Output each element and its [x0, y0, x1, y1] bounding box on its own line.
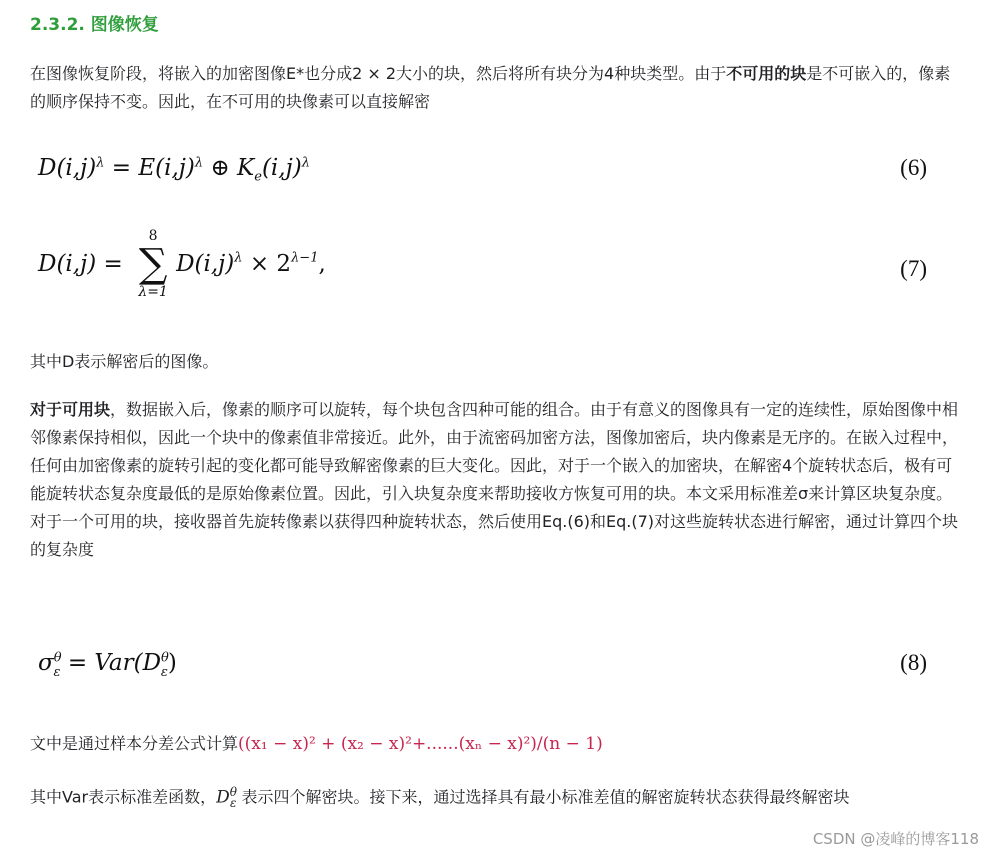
- equation-8: [38, 650, 927, 686]
- final-text-before: 其中Var表示标准差函数，: [30, 787, 217, 807]
- eq7-term-sup: λ: [234, 250, 243, 266]
- eq6-k-sup: λ: [301, 155, 310, 171]
- variance-formula: ((x₁ − x)² + (x₂ − x)²+......(xₙ − x)²)/(n − 1): [238, 734, 603, 754]
- equation-7-number: (7): [900, 256, 927, 281]
- intro-text-before: 在图像恢复阶段，将嵌入的加密图像E*也分成2 × 2大小的块，然后将所有块分为4种块类型。由于: [30, 64, 727, 83]
- equation-7-body: [38, 228, 326, 300]
- eq6-k-sub: e: [254, 169, 262, 185]
- eq7-power: λ−1: [291, 250, 319, 266]
- eq8-var: = Var(D: [60, 650, 162, 676]
- equation-6: [38, 155, 927, 191]
- variance-text: 文中是通过样本分差公式计算: [30, 734, 239, 753]
- eq6-k-term: K: [237, 155, 255, 181]
- paragraph-d-meaning: 其中D表示解密后的图像。: [30, 352, 219, 371]
- summation-symbol: [130, 228, 176, 300]
- eq6-xor: ⊕: [203, 155, 238, 181]
- usable-bold-term: 对于可用块: [30, 400, 111, 419]
- eq6-k-args: (i,j): [261, 155, 302, 181]
- eq8-sigma: σ: [38, 650, 54, 676]
- intro-text-after: 是不可嵌入的，像素的顺序保持不变。因此，在不可用的块像素可以直接解密: [30, 64, 951, 111]
- eq6-lhs: D(i,j): [38, 155, 97, 181]
- eq6-e-sup: λ: [194, 155, 204, 171]
- paragraph-usable-blocks: [30, 396, 960, 564]
- final-math-sub: ε: [229, 795, 237, 810]
- eq8-close: ): [167, 650, 177, 676]
- equation-8-body: [38, 650, 177, 680]
- eq7-comma: ,: [318, 251, 326, 277]
- eq7-times-two: × 2: [242, 251, 292, 277]
- eq6-e-term: E(i,j): [138, 155, 195, 181]
- final-math-sup: θ: [229, 785, 237, 799]
- paragraph-variance-formula: [30, 730, 960, 758]
- eq6-equals: =: [104, 155, 139, 181]
- eq7-term: D(i,j): [176, 251, 235, 277]
- sum-upper-limit: 8: [148, 228, 158, 244]
- eq7-lhs: D(i,j) =: [38, 251, 131, 277]
- eq8-d-sub: ε: [160, 664, 168, 680]
- final-math-d: D: [216, 787, 230, 808]
- intro-bold-term: 不可用的块: [726, 64, 807, 83]
- equation-8-number: (8): [900, 650, 927, 675]
- sum-lower-limit: λ=1: [138, 284, 168, 300]
- eq8-sigma-sup: θ: [53, 650, 62, 666]
- csdn-watermark: CSDN @凌峰的博客118: [812, 830, 979, 848]
- eq8-d-sup: θ: [161, 650, 169, 666]
- paragraph-intro: [30, 60, 960, 116]
- eq6-lhs-sup: λ: [96, 155, 105, 171]
- section-heading: 2.3.2. 图像恢复: [30, 15, 159, 35]
- usable-text: ，数据嵌入后，像素的顺序可以旋转，每个块包含四种可能的组合。由于有意义的图像具有一定的连续性，原始图像中相邻像素保持相似，因此一个块中的像素值非常接近。此外，由于流密码加密方法，图像加密后，块内像素是无序的。在嵌入过程中，任何由加密像素的旋转引起的变化都可能导致解密像素的巨大变化。因此，对于一个嵌入的加密块，在解密4个旋转状态后，极有可能旋转状态复杂度最低的是原始像素位置。因此，引入块复杂度来帮助接收方恢复可用的块。本文采用标准差σ来计算区块复杂度。对于一个可用的块，接收器首先旋转像素以获得四种旋转状态，然后使用Eq.(6)和Eq.(7)对这些旋转状态进行解密，通过计算四个块的复杂度: [30, 400, 959, 559]
- eq8-sigma-sub: ε: [53, 664, 61, 680]
- equation-6-body: [38, 155, 310, 185]
- equation-7: [38, 228, 927, 314]
- final-text-after: 表示四个解密块。接下来，通过选择具有最小标准差值的解密旋转状态获得最终解密块: [236, 787, 850, 807]
- paragraph-final-block: [30, 778, 960, 817]
- sigma-icon: ∑: [138, 241, 168, 287]
- equation-6-number: (6): [900, 155, 927, 180]
